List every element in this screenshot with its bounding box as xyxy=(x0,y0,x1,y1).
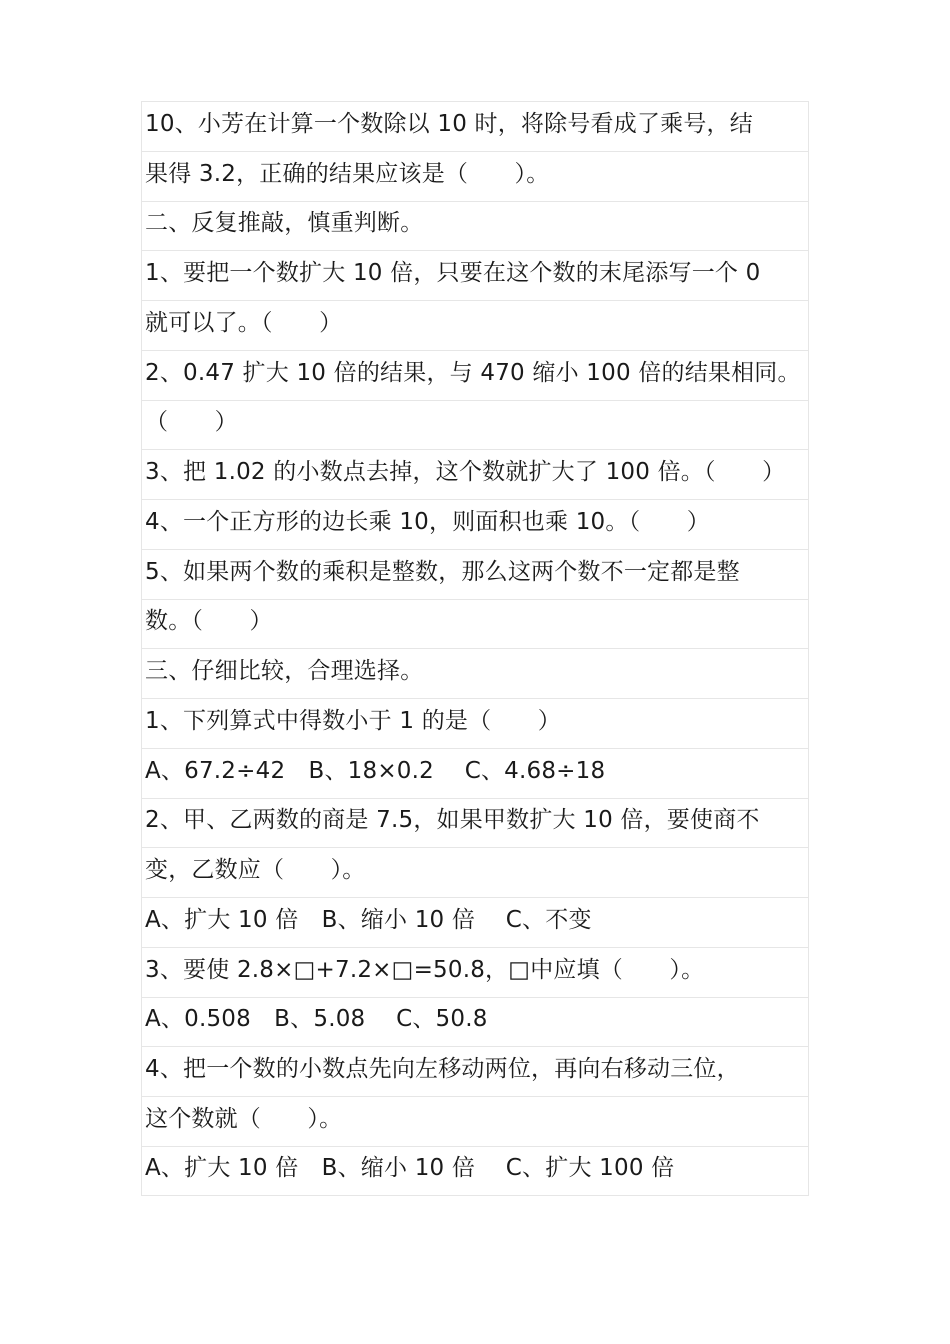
line-judge3: 3、把 1.02 的小数点去掉，这个数就扩大了 100 倍。（ ） xyxy=(141,449,809,499)
line-choice4-options: A、扩大 10 倍 B、缩小 10 倍 C、扩大 100 倍 xyxy=(141,1146,809,1196)
line-judge2-part2: （ ） xyxy=(141,400,809,450)
line-choice4-question-part1: 4、把一个数的小数点先向左移动两位，再向右移动三位， xyxy=(141,1046,809,1096)
line-judge5-part2: 数。（ ） xyxy=(141,599,809,649)
line-choice1-question: 1、下列算式中得数小于 1 的是（ ） xyxy=(141,698,809,748)
line-choice3-question: 3、要使 2.8×□+7.2×□=50.8，□中应填（ ）。 xyxy=(141,947,809,997)
line-judge4: 4、一个正方形的边长乘 10，则面积也乘 10。（ ） xyxy=(141,499,809,549)
section-heading-choice: 三、仔细比较，合理选择。 xyxy=(141,648,809,698)
line-q10-part2: 果得 3.2，正确的结果应该是（ ）。 xyxy=(141,151,809,201)
line-choice2-question-part2: 变，乙数应（ ）。 xyxy=(141,847,809,897)
line-choice1-options: A、67.2÷42 B、18×0.2 C、4.68÷18 xyxy=(141,748,809,798)
line-choice2-question-part1: 2、甲、乙两数的商是 7.5，如果甲数扩大 10 倍，要使商不 xyxy=(141,798,809,848)
line-q10-part1: 10、小芳在计算一个数除以 10 时，将除号看成了乘号，结 xyxy=(141,101,809,151)
line-judge1-part2: 就可以了。（ ） xyxy=(141,300,809,350)
line-choice4-question-part2: 这个数就（ ）。 xyxy=(141,1096,809,1146)
line-choice3-options: A、0.508 B、5.08 C、50.8 xyxy=(141,997,809,1047)
line-judge5-part1: 5、如果两个数的乘积是整数，那么这两个数不一定都是整 xyxy=(141,549,809,599)
section-heading-judgment: 二、反复推敲，慎重判断。 xyxy=(141,201,809,251)
worksheet-table xyxy=(141,101,809,1196)
line-judge2-part1: 2、0.47 扩大 10 倍的结果，与 470 缩小 100 倍的结果相同。 xyxy=(141,350,809,400)
line-judge1-part1: 1、要把一个数扩大 10 倍，只要在这个数的末尾添写一个 0 xyxy=(141,250,809,300)
line-choice2-options: A、扩大 10 倍 B、缩小 10 倍 C、不变 xyxy=(141,897,809,947)
